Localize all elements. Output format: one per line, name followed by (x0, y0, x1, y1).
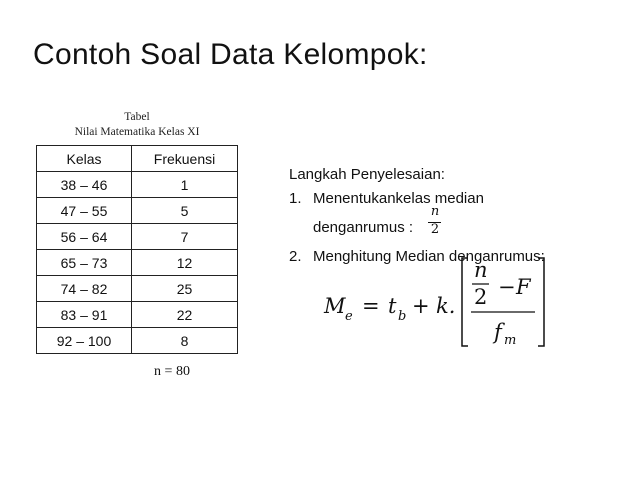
cell-frekuensi: 12 (132, 250, 238, 276)
formula-left-bracket (462, 258, 468, 346)
formula-f: f (494, 320, 502, 344)
formula-t-sub: b (398, 309, 407, 324)
cell-frekuensi: 25 (132, 276, 238, 302)
formula-two: 2 (474, 285, 488, 309)
step-2-number: 2. (289, 248, 302, 265)
table-total: n = 80 (154, 364, 190, 379)
table-row (37, 224, 238, 250)
formula-plus: + (412, 294, 430, 318)
formula-equals: = (362, 294, 380, 318)
step-2-text: Menghitung Median denganrumus: (313, 248, 545, 265)
cell-frekuensi: 22 (132, 302, 238, 328)
formula-k: k. (436, 294, 456, 318)
step-1-frac-numerator: n (430, 204, 440, 219)
table-caption-line2: Nilai Matematika Kelas XI (74, 126, 200, 138)
cell-frekuensi: 1 (132, 172, 238, 198)
formula-right-bracket (538, 258, 544, 346)
steps-heading: Langkah Penyelesaian: (289, 166, 445, 183)
table-caption-line1: Tabel (124, 111, 150, 123)
formula-n: n (474, 258, 488, 282)
step-1-frac-denominator: 2 (430, 222, 440, 237)
table-row (37, 198, 238, 224)
header-kelas: Kelas (37, 146, 132, 172)
table-row (37, 276, 238, 302)
step-1-formula-label: denganrumus : (313, 219, 414, 236)
cell-kelas: 47 – 55 (37, 198, 132, 224)
table-row (37, 172, 238, 198)
formula-t: t (388, 294, 397, 318)
cell-kelas: 38 – 46 (37, 172, 132, 198)
cell-kelas: 92 – 100 (37, 328, 132, 354)
slide-title: Contoh Soal Data Kelompok: (33, 38, 428, 71)
formula-minus: − (498, 275, 516, 299)
cell-kelas: 65 – 73 (37, 250, 132, 276)
formula-f-sub: m (504, 333, 517, 348)
step-1-number: 1. (289, 190, 302, 207)
formula-M: M (324, 294, 346, 318)
formula-M-sub: e (345, 309, 353, 324)
cell-frekuensi: 5 (132, 198, 238, 224)
table-row (37, 302, 238, 328)
step-1 (289, 187, 545, 211)
cell-kelas: 74 – 82 (37, 276, 132, 302)
step-1-text: Menentukankelas median (313, 190, 484, 207)
frequency-table (36, 145, 238, 354)
median-formula-svg (300, 250, 570, 350)
table-row (37, 250, 238, 276)
cell-kelas: 83 – 91 (37, 302, 132, 328)
formula-F: F (516, 275, 531, 299)
step-1-formula-line (289, 216, 545, 240)
table-header-row (37, 146, 238, 172)
table-row (37, 328, 238, 354)
header-frekuensi: Frekuensi (132, 146, 238, 172)
cell-frekuensi: 7 (132, 224, 238, 250)
median-formula (300, 250, 570, 350)
cell-frekuensi: 8 (132, 328, 238, 354)
cell-kelas: 56 – 64 (37, 224, 132, 250)
